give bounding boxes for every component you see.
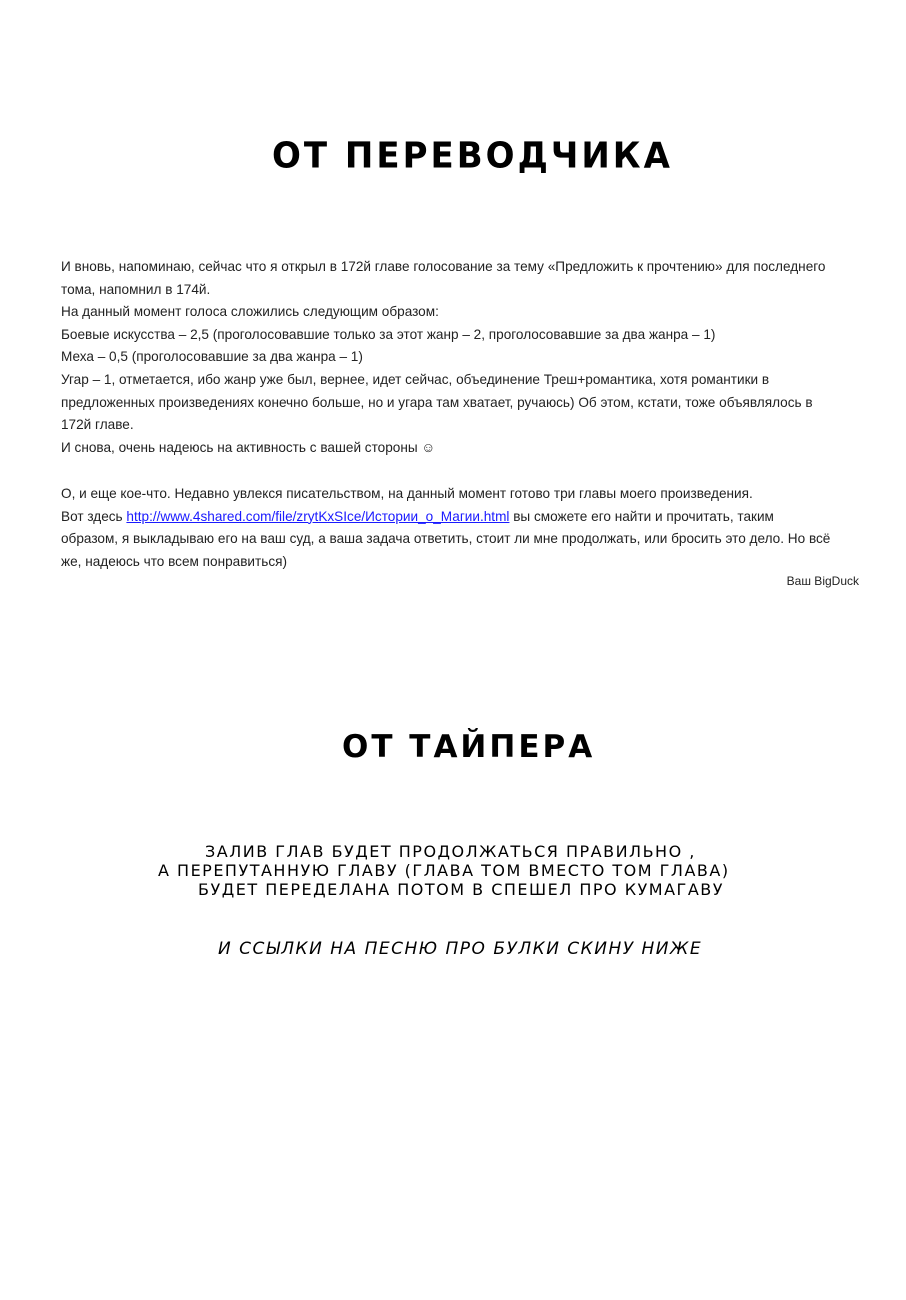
text-line: предложенных произведениях конечно больше, но и угара там хватает, ручаюсь) Об этом, кстати, тоже объявлялось в (61, 394, 813, 410)
text-line: Боевые искусства – 2,5 (проголосовавшие только за этот жанр – 2, проголосовавшие за два жанра – 1) (61, 326, 716, 342)
text-line: И снова, очень надеюсь на активность с вашей стороны ☺ (61, 439, 436, 455)
text-line-with-link (61, 506, 871, 529)
text-line: тома, напомнил в 174й. (61, 281, 211, 297)
text-line: Угар – 1, отметается, ибо жанр уже был, вернее, идет сейчас, объединение Треш+романтика, хотя романтики в (61, 371, 770, 387)
link-suffix: вы сможете его найти и прочитать, таким (509, 508, 774, 524)
text-line: На данный момент голоса сложились следующим образом: (61, 304, 439, 320)
text-line: же, надеюсь что всем понравиться) (61, 553, 288, 569)
typer-heading: ОТ ТАЙПЕРА (342, 729, 596, 765)
translator-paragraph-2 (61, 483, 871, 573)
translator-paragraph-1 (61, 256, 871, 459)
text-line: И вновь, напоминаю, сейчас что я открыл в 172й главе голосование за тему «Предложить к прочтению» для последнего (61, 259, 826, 274)
text-line: Меха – 0,5 (проголосовавшие за два жанра – 1) (61, 349, 363, 365)
typer-note-line: И ССЫЛКИ НА ПЕСНЮ ПРО БУЛКИ СКИНУ НИЖЕ (218, 939, 703, 959)
typer-line: А ПЕРЕПУТАННУЮ ГЛАВУ (ГЛАВА ТОМ ВМЕСТО ТОМ ГЛАВА) (158, 861, 730, 880)
typer-line: ЗАЛИВ ГЛАВ БУДЕТ ПРОДОЛЖАТЬСЯ ПРАВИЛЬНО , (205, 842, 696, 861)
signature: Ваш BigDuck (786, 574, 859, 588)
text-line: образом, я выкладываю его на ваш суд, а ваша задача ответить, стоит ли мне продолжать, или бросить это дело. Но всё (61, 531, 831, 547)
story-link[interactable]: http://www.4shared.com/file/zrytKxSIce/Истории_о_Магии.html (126, 508, 510, 524)
text-line: О, и еще кое-что. Недавно увлекся писательством, на данный момент готово три главы моего произведения. (61, 486, 753, 501)
text-line: 172й главе. (61, 417, 134, 433)
typer-line: БУДЕТ ПЕРЕДЕЛАНА ПОТОМ В СПЕШЕЛ ПРО КУМАГАВУ (198, 880, 724, 899)
link-prefix: Вот здесь (61, 508, 127, 524)
translator-heading: ОТ ПЕРЕВОДЧИКА (272, 135, 673, 177)
